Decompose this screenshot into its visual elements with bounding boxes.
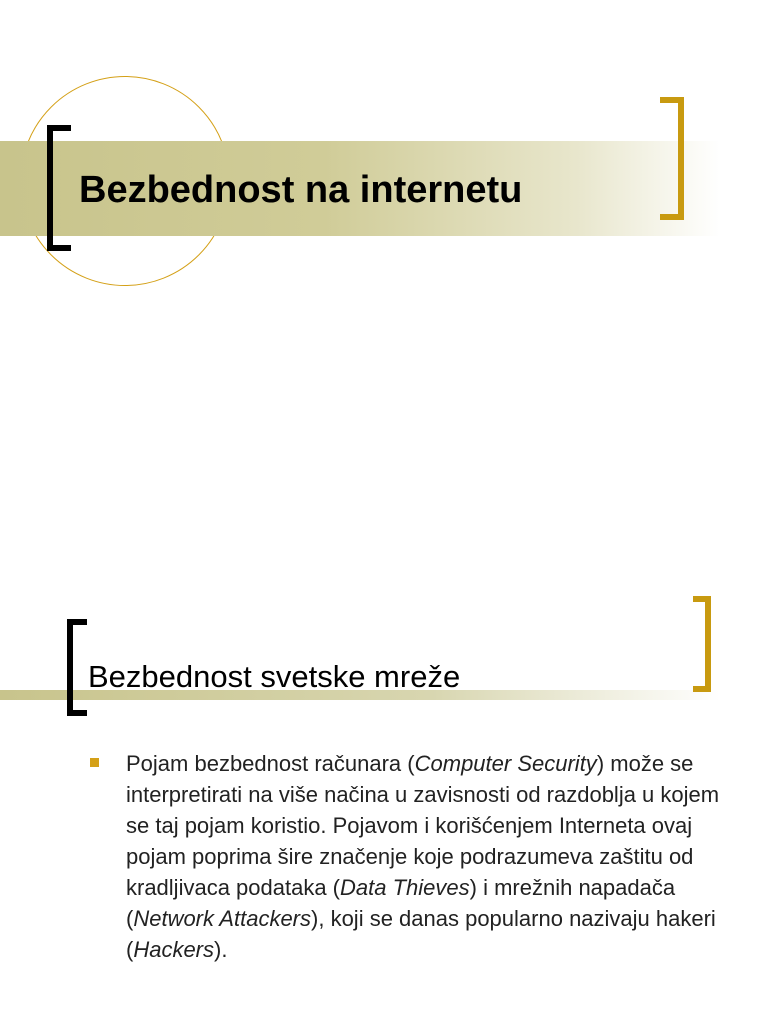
bullet-segment: ). [214, 937, 228, 962]
slide-heading: Bezbednost svetske mreže [88, 659, 461, 694]
right-bracket-ornament [693, 596, 711, 692]
bullet-segment: Pojam bezbednost računara ( [126, 751, 415, 776]
bullet-term: Network Attackers [133, 906, 312, 931]
bullet-list [90, 748, 730, 965]
slide-title: Bezbednost na internetu [79, 169, 523, 211]
square-bullet-icon [90, 758, 99, 767]
left-bracket-ornament [47, 125, 71, 251]
bullet-term: Data Thieves [340, 875, 470, 900]
bullet-segment: ) može se interpretirati na više načina u zavisnosti od razdoblja u kojem se taj pojam koristio. Pojavom i korišćenjem Interneta ovaj pojam poprima šire značenje koje podrazumeva zaštitu od kradljivaca podataka ( [126, 751, 720, 900]
bullet-item [90, 748, 730, 965]
bullet-segment: ) i mrežnih napadača ( [126, 875, 676, 931]
left-bracket-ornament [67, 619, 87, 716]
content-slide [0, 512, 768, 1024]
bullet-segment: ), koji se danas popularno nazivaju hakeri ( [126, 906, 716, 962]
bullet-term: Hackers [133, 937, 215, 962]
bullet-term: Computer Security [414, 751, 597, 776]
right-bracket-ornament [660, 97, 684, 220]
